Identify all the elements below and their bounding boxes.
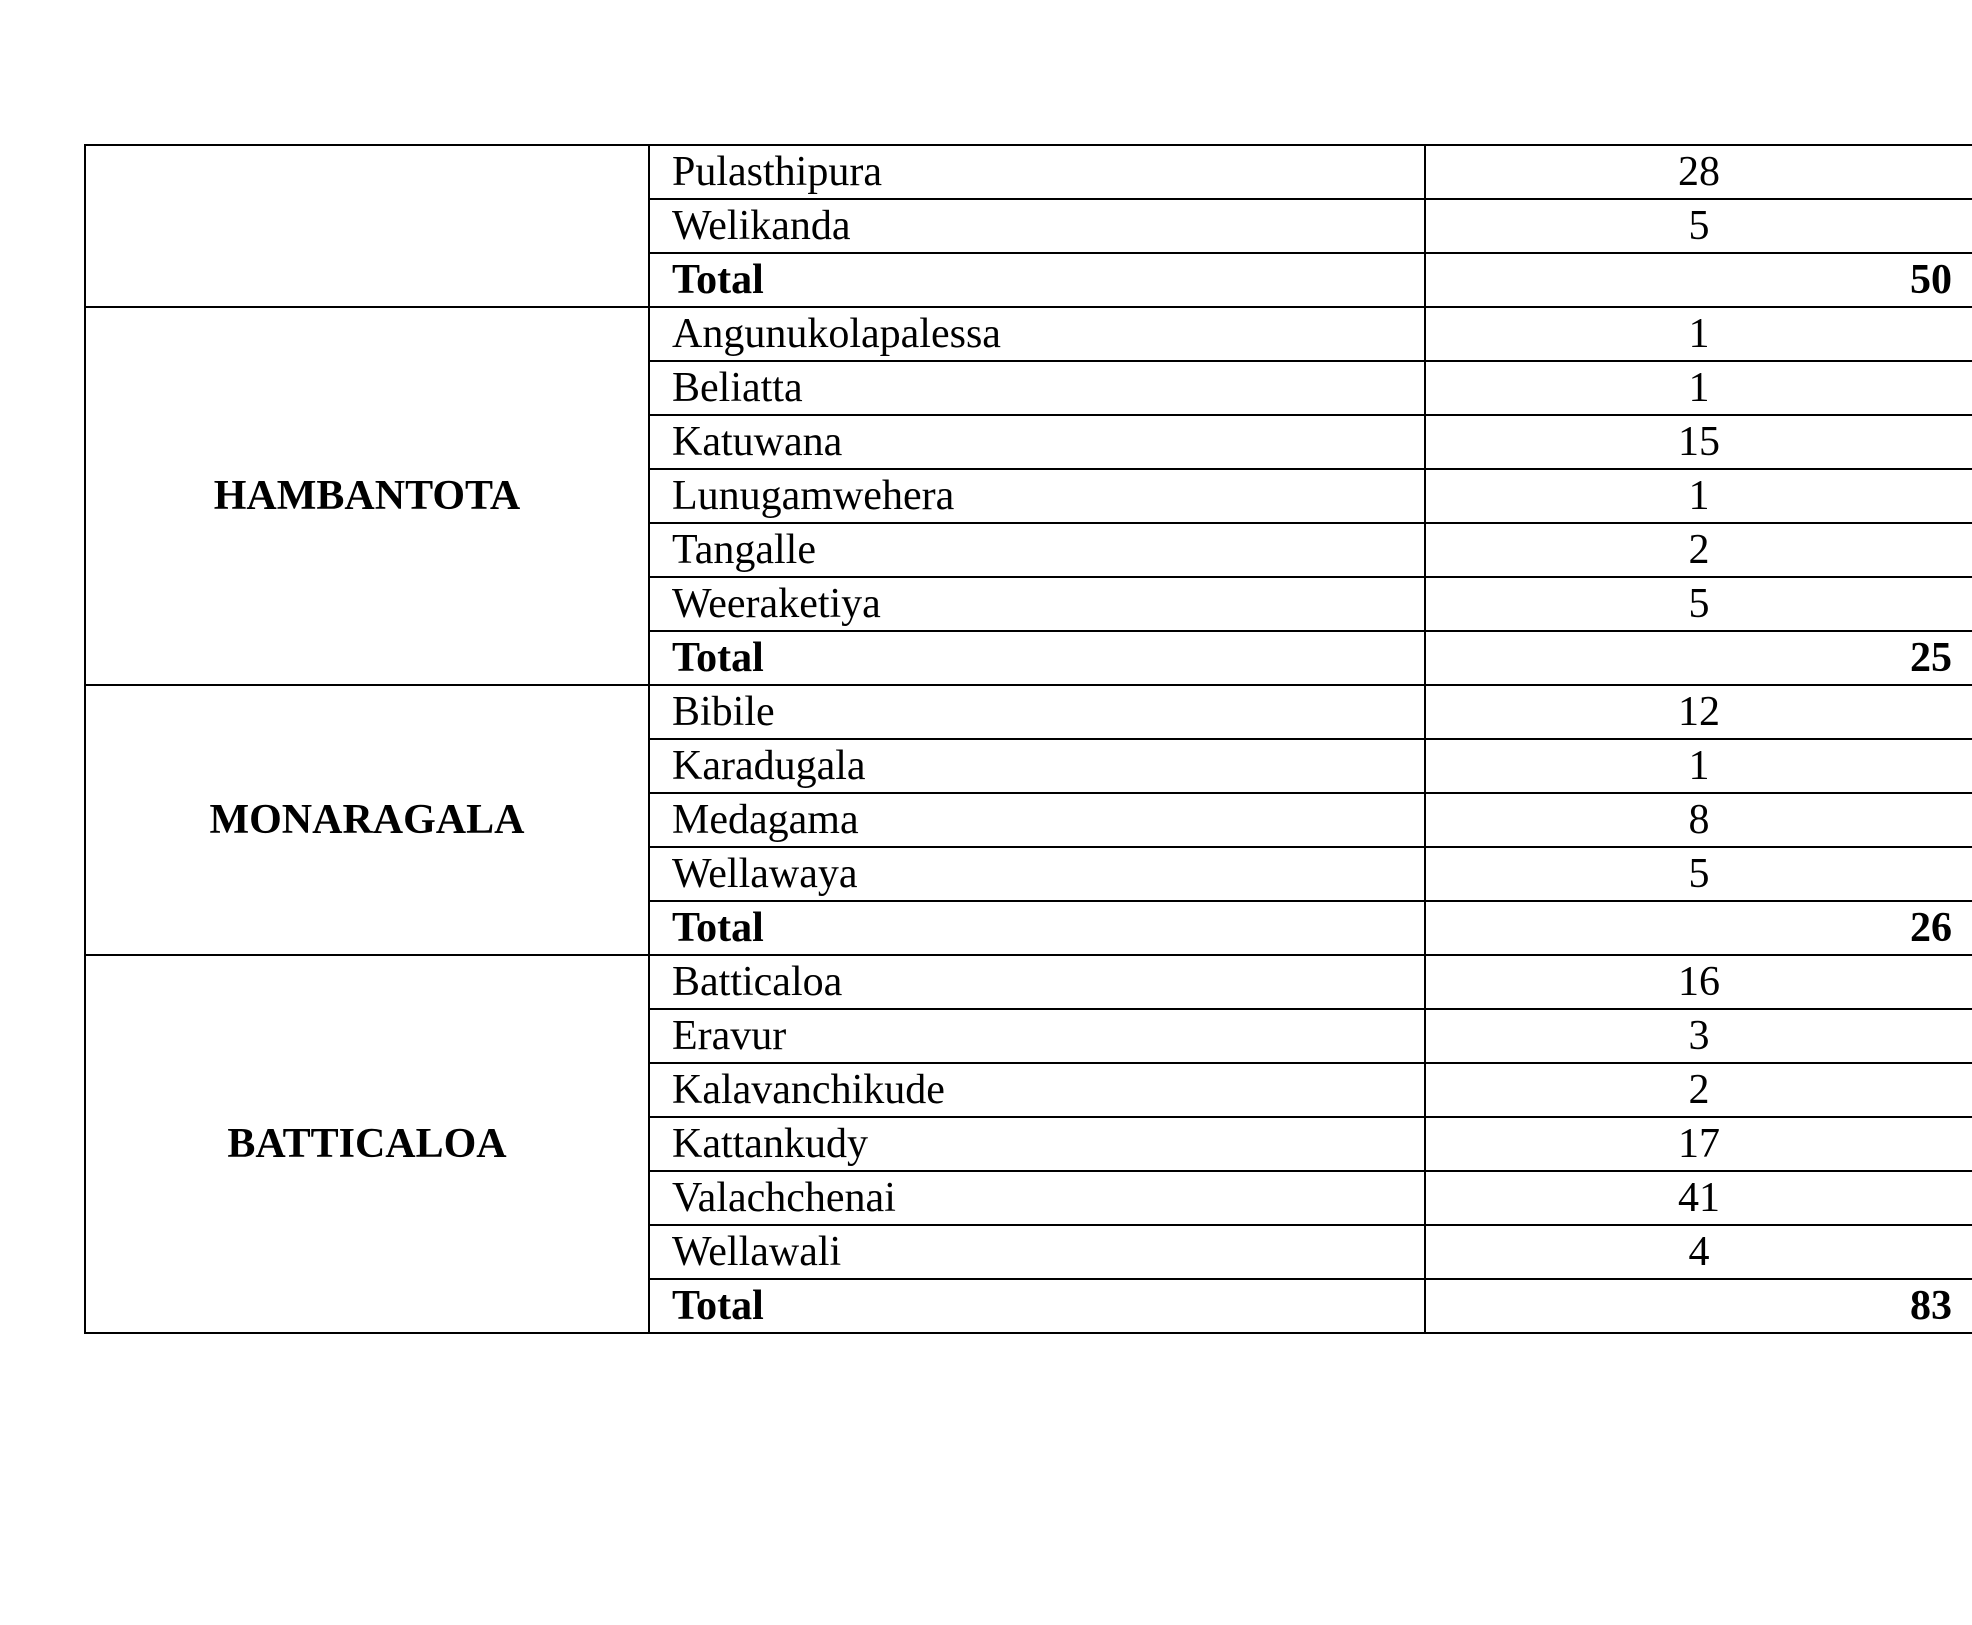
table-body bbox=[85, 145, 1972, 1333]
area-count-cell: 1 bbox=[1425, 739, 1972, 793]
area-name-cell: Kalavanchikude bbox=[649, 1063, 1425, 1117]
area-count-cell: 17 bbox=[1425, 1117, 1972, 1171]
area-count-cell: 5 bbox=[1425, 577, 1972, 631]
area-name-cell: Karadugala bbox=[649, 739, 1425, 793]
area-count-cell: 1 bbox=[1425, 307, 1972, 361]
total-label-cell: Total bbox=[649, 1279, 1425, 1333]
district-name-cell bbox=[85, 145, 649, 307]
area-name-cell: Beliatta bbox=[649, 361, 1425, 415]
area-count-cell: 1 bbox=[1425, 469, 1972, 523]
area-name-cell: Tangalle bbox=[649, 523, 1425, 577]
area-name-cell: Angunukolapalessa bbox=[649, 307, 1425, 361]
area-name-cell: Wellawali bbox=[649, 1225, 1425, 1279]
district-name-cell: BATTICALOA bbox=[85, 955, 649, 1333]
area-count-cell: 5 bbox=[1425, 847, 1972, 901]
area-name-cell: Katuwana bbox=[649, 415, 1425, 469]
area-count-cell: 28 bbox=[1425, 145, 1972, 199]
area-name-cell: Welikanda bbox=[649, 199, 1425, 253]
table-row bbox=[85, 145, 1972, 199]
area-count-cell: 2 bbox=[1425, 523, 1972, 577]
area-name-cell: Lunugamwehera bbox=[649, 469, 1425, 523]
area-count-cell: 15 bbox=[1425, 415, 1972, 469]
total-value-cell: 26 bbox=[1425, 901, 1972, 955]
area-count-cell: 2 bbox=[1425, 1063, 1972, 1117]
district-name-cell: MONARAGALA bbox=[85, 685, 649, 955]
area-name-cell: Weeraketiya bbox=[649, 577, 1425, 631]
area-name-cell: Kattankudy bbox=[649, 1117, 1425, 1171]
area-count-cell: 4 bbox=[1425, 1225, 1972, 1279]
area-count-cell: 12 bbox=[1425, 685, 1972, 739]
table-row bbox=[85, 955, 1972, 1009]
area-count-cell: 41 bbox=[1425, 1171, 1972, 1225]
area-count-cell: 1 bbox=[1425, 361, 1972, 415]
total-value-cell: 50 bbox=[1425, 253, 1972, 307]
total-label-cell: Total bbox=[649, 901, 1425, 955]
total-label-cell: Total bbox=[649, 631, 1425, 685]
district-name-cell: HAMBANTOTA bbox=[85, 307, 649, 685]
area-count-cell: 3 bbox=[1425, 1009, 1972, 1063]
area-count-cell: 5 bbox=[1425, 199, 1972, 253]
total-label-cell: Total bbox=[649, 253, 1425, 307]
table-row bbox=[85, 307, 1972, 361]
table-row bbox=[85, 685, 1972, 739]
area-name-cell: Valachchenai bbox=[649, 1171, 1425, 1225]
district-summary-table bbox=[84, 144, 1972, 1334]
area-name-cell: Bibile bbox=[649, 685, 1425, 739]
area-count-cell: 16 bbox=[1425, 955, 1972, 1009]
total-value-cell: 83 bbox=[1425, 1279, 1972, 1333]
area-name-cell: Wellawaya bbox=[649, 847, 1425, 901]
area-count-cell: 8 bbox=[1425, 793, 1972, 847]
area-name-cell: Pulasthipura bbox=[649, 145, 1425, 199]
area-name-cell: Eravur bbox=[649, 1009, 1425, 1063]
area-name-cell: Batticaloa bbox=[649, 955, 1425, 1009]
area-name-cell: Medagama bbox=[649, 793, 1425, 847]
total-value-cell: 25 bbox=[1425, 631, 1972, 685]
